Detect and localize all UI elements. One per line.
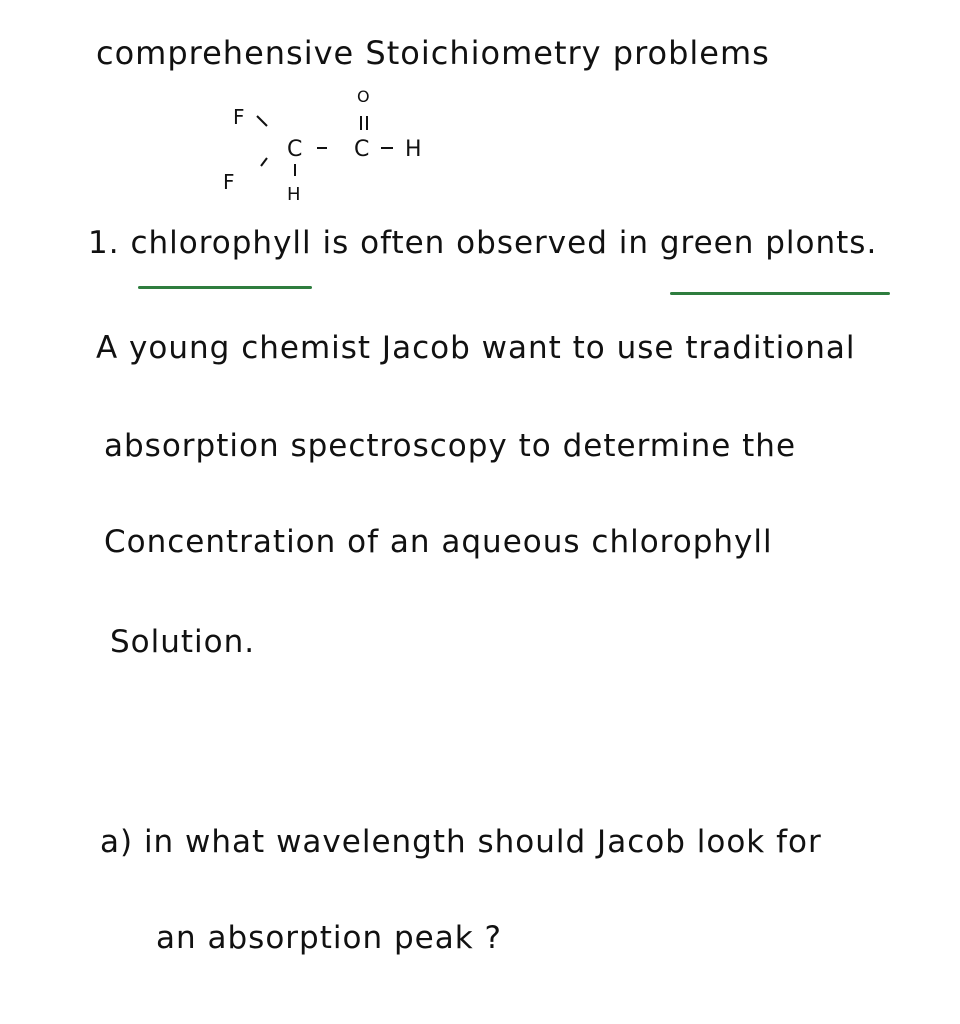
problem-number: 1.: [88, 225, 120, 261]
atom-o-top: O: [357, 87, 370, 106]
page-title: comprehensive Stoichiometry problems: [96, 34, 770, 72]
problem-line-1: [88, 225, 877, 261]
problem-line-4: Concentration of an aqueous chlorophyll: [104, 524, 773, 560]
bond-f-top: [257, 116, 267, 126]
atom-f-top: F: [233, 105, 245, 129]
question-a-line-1: a) in what wavelength should Jacob look for: [100, 824, 822, 860]
atom-h-right: H: [405, 137, 422, 162]
atom-c-right: C: [354, 137, 370, 162]
bond-f-bottom: [261, 158, 267, 166]
atom-h-bottom: H: [287, 184, 301, 205]
problem-line-1-middle: is often observed in: [311, 225, 660, 261]
problem-line-5: Solution.: [110, 624, 256, 660]
atom-c-left: C: [287, 137, 303, 162]
question-a-line-2: an absorption peak ?: [156, 920, 502, 956]
problem-line-2: A young chemist Jacob want to use traditional: [96, 330, 856, 366]
problem-line-3: absorption spectroscopy to determine the: [104, 428, 797, 464]
molecule-structure: [215, 82, 455, 212]
underlined-word-chlorophyll: chlorophyll: [130, 225, 312, 261]
underline-chlorophyll: [138, 286, 312, 289]
atom-f-bottom: F: [223, 170, 235, 194]
underlined-phrase-green-plants: green plonts.: [659, 225, 878, 261]
underline-green-plants: [670, 292, 890, 295]
